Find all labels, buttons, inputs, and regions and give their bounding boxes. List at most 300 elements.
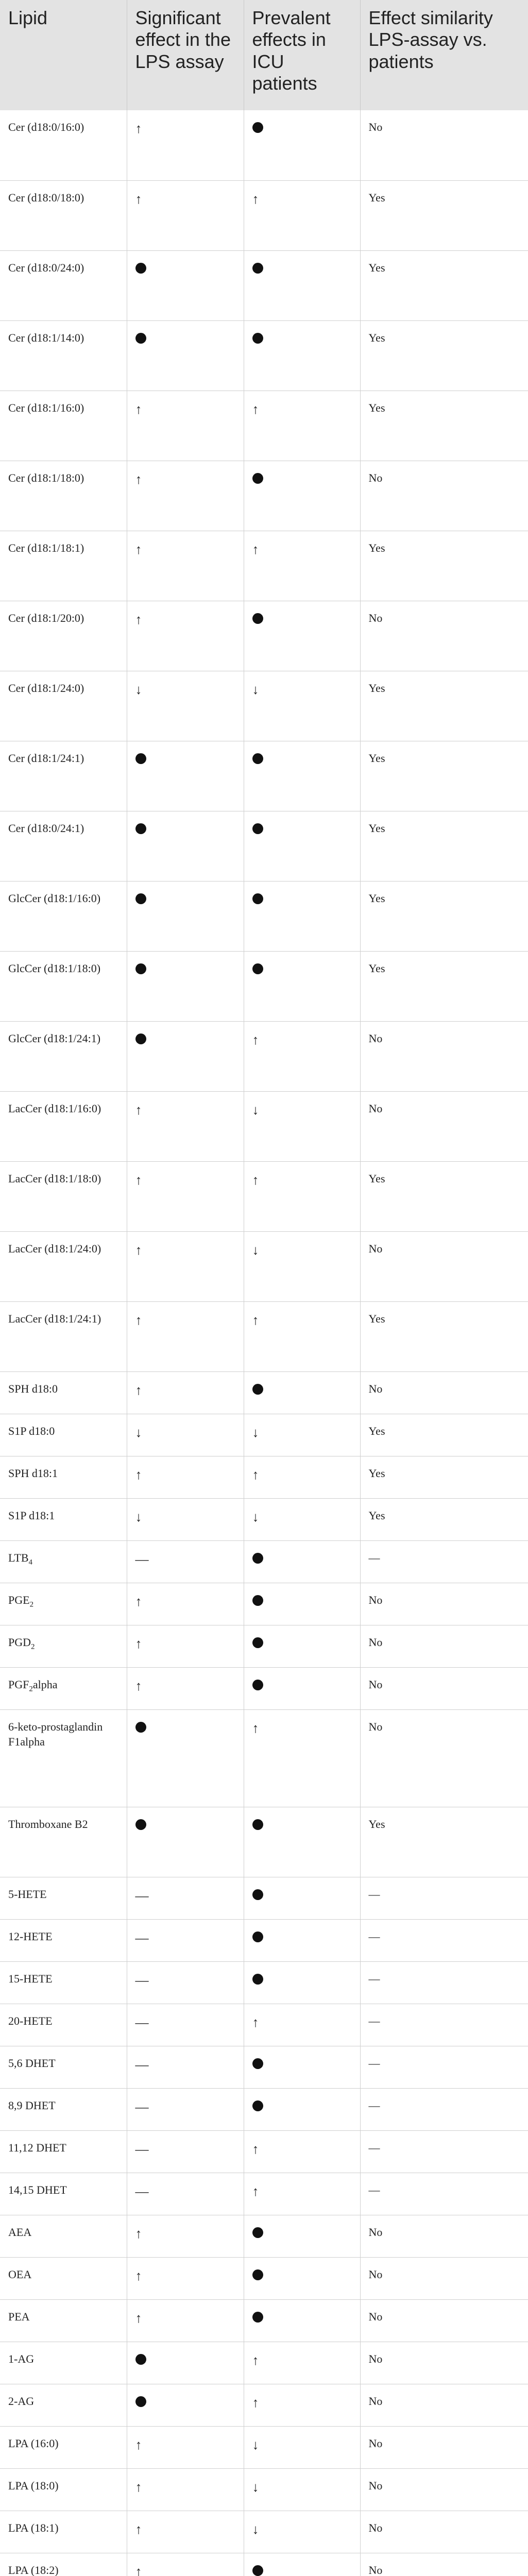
down-arrow-icon: ↓ bbox=[252, 1103, 259, 1117]
lps-effect-cell bbox=[127, 2046, 244, 2088]
lipid-name-cell: 11,12 DHET bbox=[0, 2130, 127, 2173]
lipid-name-cell: LPA (18:0) bbox=[0, 2468, 127, 2511]
up-arrow-icon: ↑ bbox=[252, 1313, 259, 1328]
lps-effect-cell bbox=[127, 2553, 244, 2576]
icu-effect-cell bbox=[244, 1371, 360, 1414]
similarity-cell: No bbox=[360, 2426, 528, 2468]
lps-effect-cell bbox=[127, 1540, 244, 1583]
up-arrow-icon: ↑ bbox=[135, 1679, 142, 1693]
lipid-name-cell: Cer (d18:1/16:0) bbox=[0, 391, 127, 461]
icu-effect-cell bbox=[244, 2468, 360, 2511]
icu-effect-cell bbox=[244, 741, 360, 811]
similarity-cell: — bbox=[360, 2130, 528, 2173]
table-row bbox=[0, 2046, 528, 2088]
icu-effect-cell bbox=[244, 1961, 360, 2004]
not-regulated-dot-icon bbox=[252, 1680, 263, 1690]
up-arrow-icon: ↑ bbox=[135, 1636, 142, 1651]
similarity-cell: No bbox=[360, 2468, 528, 2511]
lps-effect-cell bbox=[127, 1161, 244, 1231]
similarity-cell: No bbox=[360, 1625, 528, 1667]
table-row bbox=[0, 1414, 528, 1456]
table-row bbox=[0, 2342, 528, 2384]
up-arrow-icon: ↑ bbox=[135, 2480, 142, 2495]
no-data-dash-icon: — bbox=[135, 2057, 149, 2072]
up-arrow-icon: ↑ bbox=[135, 402, 142, 417]
table-row bbox=[0, 531, 528, 601]
lipid-name-cell: $PGD_2$ bbox=[0, 1625, 127, 1667]
header-lipid: Lipid bbox=[0, 0, 127, 110]
similarity-cell: Yes bbox=[360, 1807, 528, 1877]
lps-effect-cell bbox=[127, 741, 244, 811]
icu-effect-cell bbox=[244, 391, 360, 461]
lps-effect-cell bbox=[127, 1583, 244, 1625]
no-data-dash-icon: — bbox=[135, 1973, 149, 1988]
table-row bbox=[0, 2215, 528, 2257]
lipid-name-cell: LacCer (d18:1/16:0) bbox=[0, 1091, 127, 1161]
up-arrow-icon: ↑ bbox=[252, 1173, 259, 1188]
table-row bbox=[0, 2004, 528, 2046]
lipid-name-cell: GlcCer (d18:1/16:0) bbox=[0, 881, 127, 951]
table-row bbox=[0, 811, 528, 881]
lipid-name-cell: LacCer (d18:1/18:0) bbox=[0, 1161, 127, 1231]
no-data-dash-icon: — bbox=[135, 1930, 149, 1945]
lps-effect-cell bbox=[127, 2173, 244, 2215]
similarity-cell: Yes bbox=[360, 881, 528, 951]
icu-effect-cell bbox=[244, 881, 360, 951]
lipid-name-cell: LPA (18:1) bbox=[0, 2511, 127, 2553]
similarity-cell: No bbox=[360, 1021, 528, 1091]
icu-effect-cell bbox=[244, 811, 360, 881]
lipid-name-cell: Cer (d18:0/16:0) bbox=[0, 110, 127, 180]
icu-effect-cell bbox=[244, 1667, 360, 1709]
similarity-cell: Yes bbox=[360, 180, 528, 250]
icu-effect-cell bbox=[244, 1807, 360, 1877]
table-body bbox=[0, 110, 528, 2576]
icu-effect-cell bbox=[244, 1456, 360, 1498]
not-regulated-dot-icon bbox=[252, 613, 263, 624]
up-arrow-icon: ↑ bbox=[135, 1173, 142, 1188]
not-regulated-dot-icon bbox=[135, 893, 146, 904]
not-regulated-dot-icon bbox=[135, 1722, 146, 1733]
no-data-dash-icon: — bbox=[135, 2184, 149, 2199]
icu-effect-cell bbox=[244, 1231, 360, 1301]
lipid-name-cell: Thromboxane B2 bbox=[0, 1807, 127, 1877]
lipid-name-cell: 15-HETE bbox=[0, 1961, 127, 2004]
up-arrow-icon: ↑ bbox=[135, 2437, 142, 2452]
icu-effect-cell bbox=[244, 461, 360, 531]
lps-effect-cell bbox=[127, 2257, 244, 2299]
table-row bbox=[0, 671, 528, 741]
no-data-dash-icon: — bbox=[135, 1888, 149, 1903]
not-regulated-dot-icon bbox=[135, 1819, 146, 1830]
down-arrow-icon: ↓ bbox=[135, 1510, 142, 1524]
lps-effect-cell bbox=[127, 2468, 244, 2511]
lipid-name-cell: $PGE_2$ bbox=[0, 1583, 127, 1625]
up-arrow-icon: ↑ bbox=[135, 2522, 142, 2537]
similarity-cell: No bbox=[360, 2299, 528, 2342]
lps-effect-cell bbox=[127, 1961, 244, 2004]
not-regulated-dot-icon bbox=[252, 1384, 263, 1395]
up-arrow-icon: ↑ bbox=[252, 2015, 259, 2030]
similarity-cell: Yes bbox=[360, 1301, 528, 1371]
not-regulated-dot-icon bbox=[252, 2269, 263, 2280]
not-regulated-dot-icon bbox=[252, 2058, 263, 2069]
table-row bbox=[0, 2173, 528, 2215]
similarity-cell: — bbox=[360, 1919, 528, 1961]
lipid-name-cell: LacCer (d18:1/24:0) bbox=[0, 1231, 127, 1301]
table-row bbox=[0, 1498, 528, 1540]
up-arrow-icon: ↑ bbox=[252, 402, 259, 417]
lipid-name-cell: 12-HETE bbox=[0, 1919, 127, 1961]
up-arrow-icon: ↑ bbox=[252, 2395, 259, 2410]
similarity-cell: No bbox=[360, 1667, 528, 1709]
table-row bbox=[0, 601, 528, 671]
icu-effect-cell bbox=[244, 1498, 360, 1540]
lps-effect-cell bbox=[127, 601, 244, 671]
no-data-dash-icon: — bbox=[135, 2015, 149, 2030]
not-regulated-dot-icon bbox=[135, 263, 146, 274]
lipid-name-cell: 20-HETE bbox=[0, 2004, 127, 2046]
lipid-name-cell: LPA (16:0) bbox=[0, 2426, 127, 2468]
down-arrow-icon: ↓ bbox=[252, 2437, 259, 2452]
lps-effect-cell bbox=[127, 2511, 244, 2553]
header-similarity: Effect similarity LPS-assay vs. patients bbox=[360, 0, 528, 110]
table-row bbox=[0, 1021, 528, 1091]
icu-effect-cell bbox=[244, 1877, 360, 1919]
icu-effect-cell bbox=[244, 1709, 360, 1807]
lipid-name-cell: LacCer (d18:1/24:1) bbox=[0, 1301, 127, 1371]
table-row bbox=[0, 1877, 528, 1919]
not-regulated-dot-icon bbox=[252, 1553, 263, 1564]
lps-effect-cell bbox=[127, 1919, 244, 1961]
lps-effect-cell bbox=[127, 1877, 244, 1919]
not-regulated-dot-icon bbox=[252, 122, 263, 133]
down-arrow-icon: ↓ bbox=[252, 1425, 259, 1440]
down-arrow-icon: ↓ bbox=[252, 1510, 259, 1524]
not-regulated-dot-icon bbox=[252, 2312, 263, 2323]
icu-effect-cell bbox=[244, 671, 360, 741]
not-regulated-dot-icon bbox=[252, 2565, 263, 2576]
not-regulated-dot-icon bbox=[252, 1889, 263, 1900]
up-arrow-icon: ↑ bbox=[135, 542, 142, 557]
table-row bbox=[0, 1961, 528, 2004]
table-row bbox=[0, 951, 528, 1021]
lipid-name-cell: LPA (18:2) bbox=[0, 2553, 127, 2576]
table-row bbox=[0, 2088, 528, 2130]
lps-effect-cell bbox=[127, 1371, 244, 1414]
table-row bbox=[0, 1456, 528, 1498]
down-arrow-icon: ↓ bbox=[135, 682, 142, 697]
up-arrow-icon: ↑ bbox=[135, 1467, 142, 1482]
lps-effect-cell bbox=[127, 2004, 244, 2046]
icu-effect-cell bbox=[244, 2173, 360, 2215]
lps-effect-cell bbox=[127, 951, 244, 1021]
table-row bbox=[0, 881, 528, 951]
lps-effect-cell bbox=[127, 1807, 244, 1877]
not-regulated-dot-icon bbox=[135, 2354, 146, 2365]
icu-effect-cell bbox=[244, 1540, 360, 1583]
not-regulated-dot-icon bbox=[135, 963, 146, 974]
lipid-name-cell: $LTB_4$ bbox=[0, 1540, 127, 1583]
icu-effect-cell bbox=[244, 1414, 360, 1456]
table-row bbox=[0, 461, 528, 531]
not-regulated-dot-icon bbox=[252, 2227, 263, 2238]
icu-effect-cell bbox=[244, 2215, 360, 2257]
icu-effect-cell bbox=[244, 1919, 360, 1961]
similarity-cell: Yes bbox=[360, 671, 528, 741]
not-regulated-dot-icon bbox=[252, 1637, 263, 1648]
similarity-cell: Yes bbox=[360, 531, 528, 601]
similarity-cell: No bbox=[360, 2553, 528, 2576]
table-row bbox=[0, 1371, 528, 1414]
down-arrow-icon: ↓ bbox=[252, 1243, 259, 1258]
up-arrow-icon: ↑ bbox=[135, 1243, 142, 1258]
lipid-name-cell: Cer (d18:0/18:0) bbox=[0, 180, 127, 250]
lipid-name-cell: PEA bbox=[0, 2299, 127, 2342]
similarity-cell: Yes bbox=[360, 1161, 528, 1231]
similarity-cell: — bbox=[360, 2046, 528, 2088]
lps-effect-cell bbox=[127, 250, 244, 320]
icu-effect-cell bbox=[244, 180, 360, 250]
table-row bbox=[0, 2130, 528, 2173]
lipid-name-cell: Cer (d18:1/20:0) bbox=[0, 601, 127, 671]
icu-effect-cell bbox=[244, 1625, 360, 1667]
lipid-name-cell: Cer (d18:1/24:1) bbox=[0, 741, 127, 811]
lipid-name-cell: 6-keto-prostaglandin F1alpha bbox=[0, 1709, 127, 1807]
lps-effect-cell bbox=[127, 110, 244, 180]
similarity-cell: No bbox=[360, 1371, 528, 1414]
icu-effect-cell bbox=[244, 2088, 360, 2130]
up-arrow-icon: ↑ bbox=[252, 542, 259, 557]
table-row bbox=[0, 2468, 528, 2511]
similarity-cell: — bbox=[360, 2004, 528, 2046]
lps-effect-cell bbox=[127, 180, 244, 250]
icu-effect-cell bbox=[244, 110, 360, 180]
not-regulated-dot-icon bbox=[252, 1931, 263, 1942]
lipid-name-cell: Cer (d18:0/24:0) bbox=[0, 250, 127, 320]
icu-effect-cell bbox=[244, 250, 360, 320]
lps-effect-cell bbox=[127, 1625, 244, 1667]
table-row bbox=[0, 1583, 528, 1625]
icu-effect-cell bbox=[244, 531, 360, 601]
icu-effect-cell bbox=[244, 2511, 360, 2553]
similarity-cell: — bbox=[360, 2088, 528, 2130]
lps-effect-cell bbox=[127, 1498, 244, 1540]
lps-effect-cell bbox=[127, 811, 244, 881]
icu-effect-cell bbox=[244, 601, 360, 671]
similarity-cell: Yes bbox=[360, 811, 528, 881]
similarity-cell: Yes bbox=[360, 741, 528, 811]
down-arrow-icon: ↓ bbox=[135, 1425, 142, 1440]
lps-effect-cell bbox=[127, 320, 244, 391]
lipid-name-cell: OEA bbox=[0, 2257, 127, 2299]
lps-effect-cell bbox=[127, 2215, 244, 2257]
up-arrow-icon: ↑ bbox=[252, 2184, 259, 2199]
up-arrow-icon: ↑ bbox=[252, 2353, 259, 2368]
lps-effect-cell bbox=[127, 1231, 244, 1301]
lps-effect-cell bbox=[127, 1667, 244, 1709]
similarity-cell: No bbox=[360, 1231, 528, 1301]
similarity-cell: Yes bbox=[360, 1414, 528, 1456]
table-row bbox=[0, 320, 528, 391]
up-arrow-icon: ↑ bbox=[135, 2564, 142, 2576]
lipid-name-cell: Cer (d18:1/18:1) bbox=[0, 531, 127, 601]
similarity-cell: No bbox=[360, 461, 528, 531]
table-row bbox=[0, 1301, 528, 1371]
up-arrow-icon: ↑ bbox=[135, 1103, 142, 1117]
not-regulated-dot-icon bbox=[252, 823, 263, 834]
icu-effect-cell bbox=[244, 1583, 360, 1625]
icu-effect-cell bbox=[244, 2130, 360, 2173]
table-row bbox=[0, 1807, 528, 1877]
lps-effect-cell bbox=[127, 1301, 244, 1371]
up-arrow-icon: ↑ bbox=[135, 1313, 142, 1328]
lipid-name-cell: $PGF_2alpha$ bbox=[0, 1667, 127, 1709]
lipid-name-cell: GlcCer (d18:1/24:1) bbox=[0, 1021, 127, 1091]
up-arrow-icon: ↑ bbox=[135, 121, 142, 136]
table-row bbox=[0, 1667, 528, 1709]
lps-effect-cell bbox=[127, 1021, 244, 1091]
lipid-name-cell: 5-HETE bbox=[0, 1877, 127, 1919]
lps-effect-cell bbox=[127, 2088, 244, 2130]
lipid-name-cell: Cer (d18:1/18:0) bbox=[0, 461, 127, 531]
table-row bbox=[0, 741, 528, 811]
icu-effect-cell bbox=[244, 2426, 360, 2468]
lps-effect-cell bbox=[127, 1091, 244, 1161]
up-arrow-icon: ↑ bbox=[135, 1383, 142, 1398]
not-regulated-dot-icon bbox=[252, 1974, 263, 1985]
down-arrow-icon: ↓ bbox=[252, 2522, 259, 2537]
lps-effect-cell bbox=[127, 671, 244, 741]
lps-effect-cell bbox=[127, 1414, 244, 1456]
icu-effect-cell bbox=[244, 1021, 360, 1091]
similarity-cell: — bbox=[360, 2173, 528, 2215]
icu-effect-cell bbox=[244, 2384, 360, 2426]
table-row bbox=[0, 2257, 528, 2299]
not-regulated-dot-icon bbox=[135, 333, 146, 344]
icu-effect-cell bbox=[244, 2046, 360, 2088]
table-row bbox=[0, 2299, 528, 2342]
not-regulated-dot-icon bbox=[135, 2396, 146, 2407]
lps-effect-cell bbox=[127, 1456, 244, 1498]
lipid-name-cell: 14,15 DHET bbox=[0, 2173, 127, 2215]
similarity-cell: No bbox=[360, 2511, 528, 2553]
table-row bbox=[0, 250, 528, 320]
lps-effect-cell bbox=[127, 531, 244, 601]
similarity-cell: No bbox=[360, 1583, 528, 1625]
similarity-cell: Yes bbox=[360, 1498, 528, 1540]
lps-effect-cell bbox=[127, 2342, 244, 2384]
similarity-cell: No bbox=[360, 1709, 528, 1807]
table-row bbox=[0, 391, 528, 461]
up-arrow-icon: ↑ bbox=[135, 2268, 142, 2283]
icu-effect-cell bbox=[244, 2257, 360, 2299]
table-row bbox=[0, 2553, 528, 2576]
icu-effect-cell bbox=[244, 1161, 360, 1231]
similarity-cell: No bbox=[360, 2215, 528, 2257]
lipid-name-cell: S1P d18:1 bbox=[0, 1498, 127, 1540]
lipid-name-cell: Cer (d18:1/14:0) bbox=[0, 320, 127, 391]
icu-effect-cell bbox=[244, 2553, 360, 2576]
no-data-dash-icon: — bbox=[135, 1552, 149, 1567]
similarity-cell: Yes bbox=[360, 250, 528, 320]
up-arrow-icon: ↑ bbox=[252, 1467, 259, 1482]
similarity-cell: No bbox=[360, 2342, 528, 2384]
not-regulated-dot-icon bbox=[252, 753, 263, 764]
similarity-cell: No bbox=[360, 601, 528, 671]
not-regulated-dot-icon bbox=[252, 263, 263, 274]
icu-effect-cell bbox=[244, 320, 360, 391]
lipid-name-cell: 5,6 DHET bbox=[0, 2046, 127, 2088]
similarity-cell: No bbox=[360, 110, 528, 180]
lps-effect-cell bbox=[127, 2384, 244, 2426]
lipid-name-cell: Cer (d18:1/24:0) bbox=[0, 671, 127, 741]
lipid-name-cell: 1-AG bbox=[0, 2342, 127, 2384]
similarity-cell: No bbox=[360, 2257, 528, 2299]
table-row bbox=[0, 1231, 528, 1301]
not-regulated-dot-icon bbox=[252, 1595, 263, 1606]
table-row bbox=[0, 1625, 528, 1667]
up-arrow-icon: ↑ bbox=[135, 2226, 142, 2241]
up-arrow-icon: ↑ bbox=[135, 2311, 142, 2326]
down-arrow-icon: ↓ bbox=[252, 2480, 259, 2495]
table-row bbox=[0, 1091, 528, 1161]
up-arrow-icon: ↑ bbox=[135, 1594, 142, 1609]
similarity-cell: Yes bbox=[360, 320, 528, 391]
table-header bbox=[0, 0, 528, 110]
up-arrow-icon: ↑ bbox=[135, 472, 142, 487]
similarity-cell: — bbox=[360, 1540, 528, 1583]
no-data-dash-icon: — bbox=[135, 2099, 149, 2114]
header-lps-effect: Significant effect in the LPS assay bbox=[127, 0, 244, 110]
lipid-name-cell: SPH d18:0 bbox=[0, 1371, 127, 1414]
not-regulated-dot-icon bbox=[252, 963, 263, 974]
header-icu-effect: Prevalent effects in ICU patients bbox=[244, 0, 360, 110]
icu-effect-cell bbox=[244, 2299, 360, 2342]
not-regulated-dot-icon bbox=[135, 1033, 146, 1044]
table-row bbox=[0, 1540, 528, 1583]
lps-effect-cell bbox=[127, 2130, 244, 2173]
table-row bbox=[0, 1919, 528, 1961]
table-row bbox=[0, 1709, 528, 1807]
icu-effect-cell bbox=[244, 1091, 360, 1161]
lps-effect-cell bbox=[127, 2426, 244, 2468]
lps-effect-cell bbox=[127, 1709, 244, 1807]
up-arrow-icon: ↑ bbox=[252, 192, 259, 207]
no-data-dash-icon: — bbox=[135, 2142, 149, 2157]
lipid-name-cell: Cer (d18:0/24:1) bbox=[0, 811, 127, 881]
up-arrow-icon: ↑ bbox=[135, 612, 142, 627]
icu-effect-cell bbox=[244, 1301, 360, 1371]
down-arrow-icon: ↓ bbox=[252, 682, 259, 697]
icu-effect-cell bbox=[244, 2004, 360, 2046]
similarity-cell: No bbox=[360, 1091, 528, 1161]
up-arrow-icon: ↑ bbox=[252, 2142, 259, 2157]
lipid-name-cell: AEA bbox=[0, 2215, 127, 2257]
icu-effect-cell bbox=[244, 2342, 360, 2384]
similarity-cell: No bbox=[360, 2384, 528, 2426]
not-regulated-dot-icon bbox=[135, 753, 146, 764]
lps-effect-cell bbox=[127, 391, 244, 461]
lipid-name-cell: GlcCer (d18:1/18:0) bbox=[0, 951, 127, 1021]
not-regulated-dot-icon bbox=[135, 823, 146, 834]
up-arrow-icon: ↑ bbox=[252, 1032, 259, 1047]
similarity-cell: — bbox=[360, 1877, 528, 1919]
similarity-cell: Yes bbox=[360, 1456, 528, 1498]
similarity-cell: — bbox=[360, 1961, 528, 2004]
table-row bbox=[0, 2426, 528, 2468]
table-row bbox=[0, 2511, 528, 2553]
